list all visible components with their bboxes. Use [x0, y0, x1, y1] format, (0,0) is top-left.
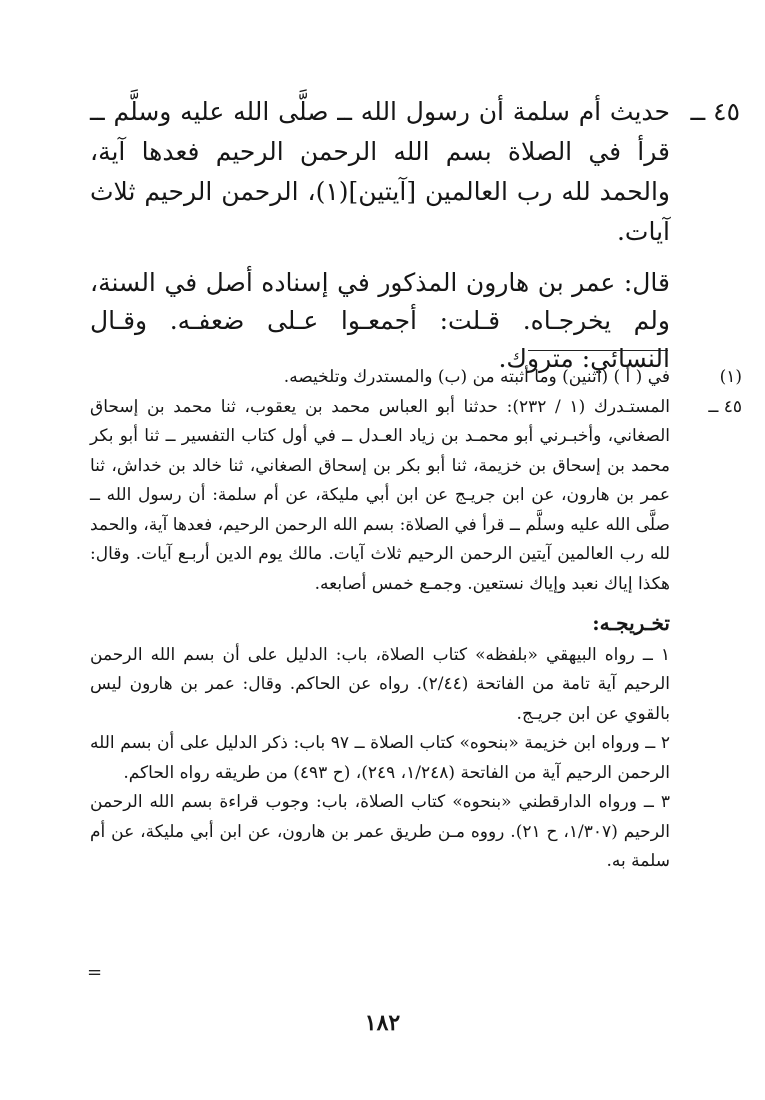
footnote — [90, 363, 742, 393]
takhrij-item: ٢ ــ ورواه ابن خزيمة «بنحوه» كتاب الصلاة ــ ٩٧ باب: ذكر الدليل على أن بسم الله الرحمن الرحيم آية من الفاتحة (١/٢٤٨، ٢٤٩)، (ح ٤٩٣) من طريقه رواه الحاكم. — [90, 733, 670, 783]
continuation-mark: = — [87, 962, 103, 983]
footnote — [90, 393, 742, 600]
hadith-number: ٤٥ ــ — [690, 97, 740, 126]
takhrij-item: ٣ ــ ورواه الدارقطني «بنحوه» كتاب الصلاة، باب: وجوب قراءة بسم الله الرحمن الرحيم (١/٣٠٧، ح ٢١). رووه مـن طريق عمر بن هارون، عن ابن أبي مليكة، عن أم سلمة به. — [90, 792, 670, 871]
commentary-paragraph: قال: عمر بن هارون المذكور في إسناده أصل في السنة، ولم يخرجـاه. قـلت: أجمعـوا عـلى ضعفـه. وقـال النسائي: متروك. — [90, 268, 670, 373]
hadith-entry — [90, 92, 740, 252]
hadith-text: حديث أم سلمة أن رسول الله ــ صلَّى الله عليه وسلَّم ــ قرأ في الصلاة بسم الله الرحمن الرحيم فعدها آية، والحمد لله رب العالمين [آيتين](١)، الرحمن الرحيم ثلاث آيات. — [90, 97, 670, 246]
page-number: ١٨٢ — [364, 1010, 401, 1036]
takhrij-heading: تخـريجـه: — [592, 611, 670, 635]
main-text — [90, 92, 740, 378]
footnotes-section — [90, 363, 742, 877]
footnote-text: في ( أ ) (اثنين) وما أثبته من (ب) والمستدرك وتلخيصه. — [283, 367, 670, 387]
footnote-text: المستـدرك (١ / ٢٣٢): حدثنا أبو العباس محمد بن يعقوب، ثنا محمد بن إسحاق الصغاني، وأخبـرني أبو محمـد بن زياد العـدل ــ في أول كتاب التفسير ــ ثنا أبو بكر محمد بن إسحاق بن خزيمة، ثنا أبو بكر بن إسحاق الصغاني، ثنا خالد بن خداش، ثنا عمر بن هارون، عن ابن جريـج عن ابن أبي مليكة، عن أم سلمة: أن رسول الله ــ صلَّى الله عليه وسلَّم ــ قرأ في الصلاة: بسم الله الرحمن الرحيم، فعدها آية، والحمد لله رب العالمين آيتين الرحمن الرحيم ثلاث آيات. مالك يوم الدين أربـع آيات. وقال: هكذا إياك نعبد وإياك نستعين. وجمـع خمس أصابعه. — [90, 396, 671, 594]
takhrij-item: ١ ــ رواه البيهقي «بلفظه» كتاب الصلاة، باب: الدليل على أن بسم الله الرحمن الرحيم آية تامة من الفاتحة (٢/٤٤). رواه عن الحاكم. وقال: عمر بن هارون ليس بالقوي عن ابن جريـج. — [90, 644, 670, 724]
footnote-number: (١) — [719, 367, 742, 387]
footnote-separator — [528, 350, 668, 351]
footnote-number: ٤٥ ــ — [708, 396, 742, 417]
